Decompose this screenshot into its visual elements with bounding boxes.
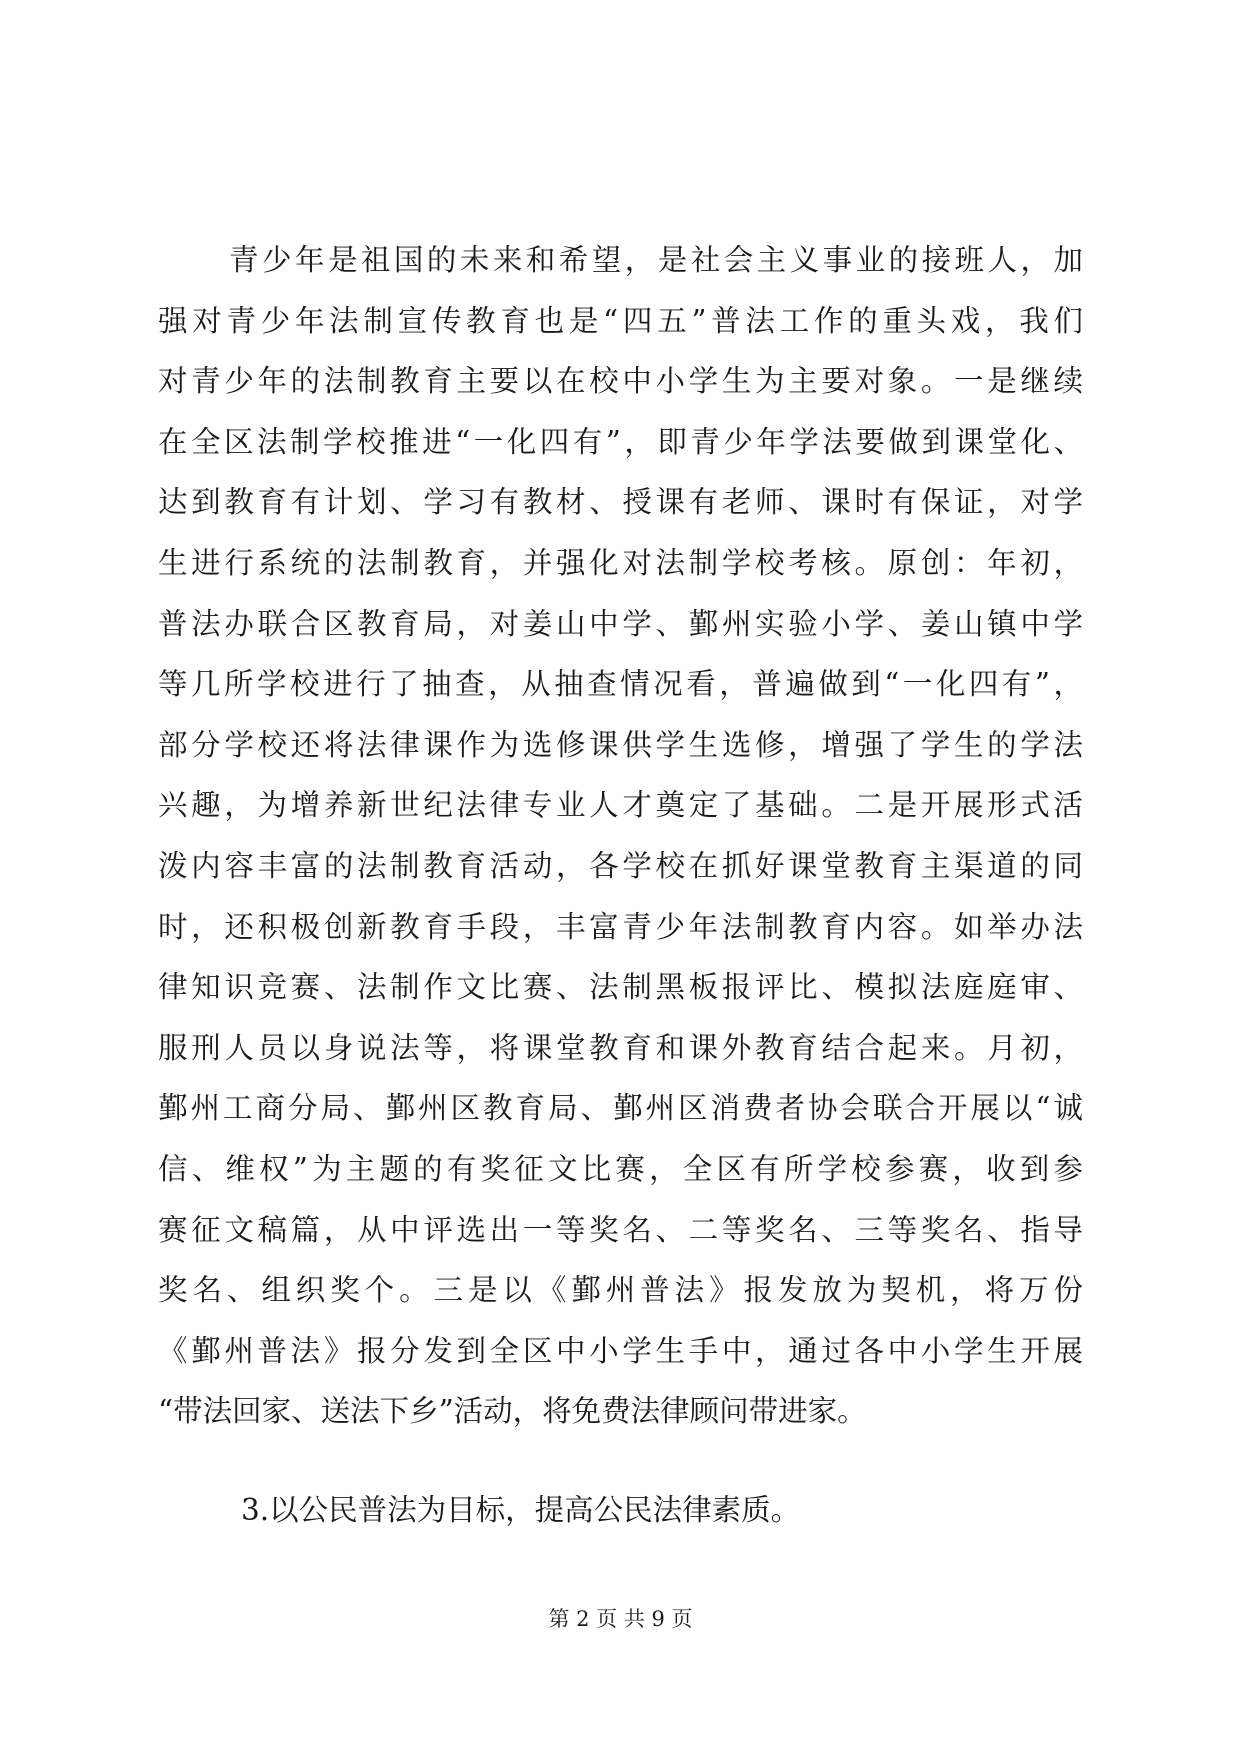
- paragraph-line: 信、维权”为主题的有奖征文比赛，全区有所学校参赛，收到参: [158, 1151, 1083, 1186]
- paragraph-line: 赛征文稿篇，从中评选出一等奖名、二等奖名、三等奖名、指导: [158, 1212, 1083, 1247]
- paragraph-line: 对青少年的法制教育主要以在校中小学生为主要对象。一是继续: [158, 364, 1083, 399]
- page-footer: 第 2 页 共 9 页: [548, 1607, 693, 1631]
- paragraph-line: 律知识竞赛、法制作文比赛、法制黑板报评比、模拟法庭庭审、: [158, 970, 1083, 1005]
- paragraph-line: 兴趣，为增养新世纪法律专业人才奠定了基础。二是开展形式活: [158, 788, 1083, 823]
- paragraph-line: 《鄞州普法》报分发到全区中小学生手中，通过各中小学生开展: [158, 1333, 1083, 1368]
- paragraph-line: 生进行系统的法制教育，并强化对法制学校考核。原创：年初，: [158, 545, 1083, 580]
- paragraph-line: 等几所学校进行了抽查，从抽查情况看，普遍做到“一化四有”，: [158, 667, 1083, 702]
- paragraph-line: 在全区法制学校推进“一化四有”，即青少年学法要做到课堂化、: [158, 424, 1083, 459]
- paragraph-line: 时，还积极创新教育手段，丰富青少年法制教育内容。如举办法: [158, 909, 1083, 944]
- paragraph-line: 青少年是祖国的未来和希望，是社会主义事业的接班人，加: [229, 243, 1083, 277]
- body-paragraph: [158, 230, 1083, 1442]
- section-heading: 3.以公民普法为目标，提高公民法律素质。: [241, 1493, 801, 1527]
- paragraph-line: 强对青少年法制宣传教育也是“四五”普法工作的重头戏，我们: [158, 303, 1083, 338]
- paragraph-line: 泼内容丰富的法制教育活动，各学校在抓好课堂教育主渠道的同: [158, 848, 1083, 883]
- paragraph-line: 奖名、组织奖个。三是以《鄞州普法》报发放为契机，将万份: [158, 1273, 1083, 1308]
- paragraph-line: 普法办联合区教育局，对姜山中学、鄞州实验小学、姜山镇中学: [158, 606, 1083, 641]
- paragraph-line: 鄞州工商分局、鄞州区教育局、鄞州区消费者协会联合开展以“诚: [158, 1091, 1083, 1126]
- paragraph-line: 服刑人员以身说法等，将课堂教育和课外教育结合起来。月初，: [158, 1030, 1083, 1065]
- paragraph-line: “带法回家、送法下乡”活动，将免费法律顾问带进家。: [158, 1394, 867, 1429]
- paragraph-line: 达到教育有计划、学习有教材、授课有老师、课时有保证，对学: [158, 485, 1083, 520]
- paragraph-line: 部分学校还将法律课作为选修课供学生选修，增强了学生的学法: [158, 727, 1083, 762]
